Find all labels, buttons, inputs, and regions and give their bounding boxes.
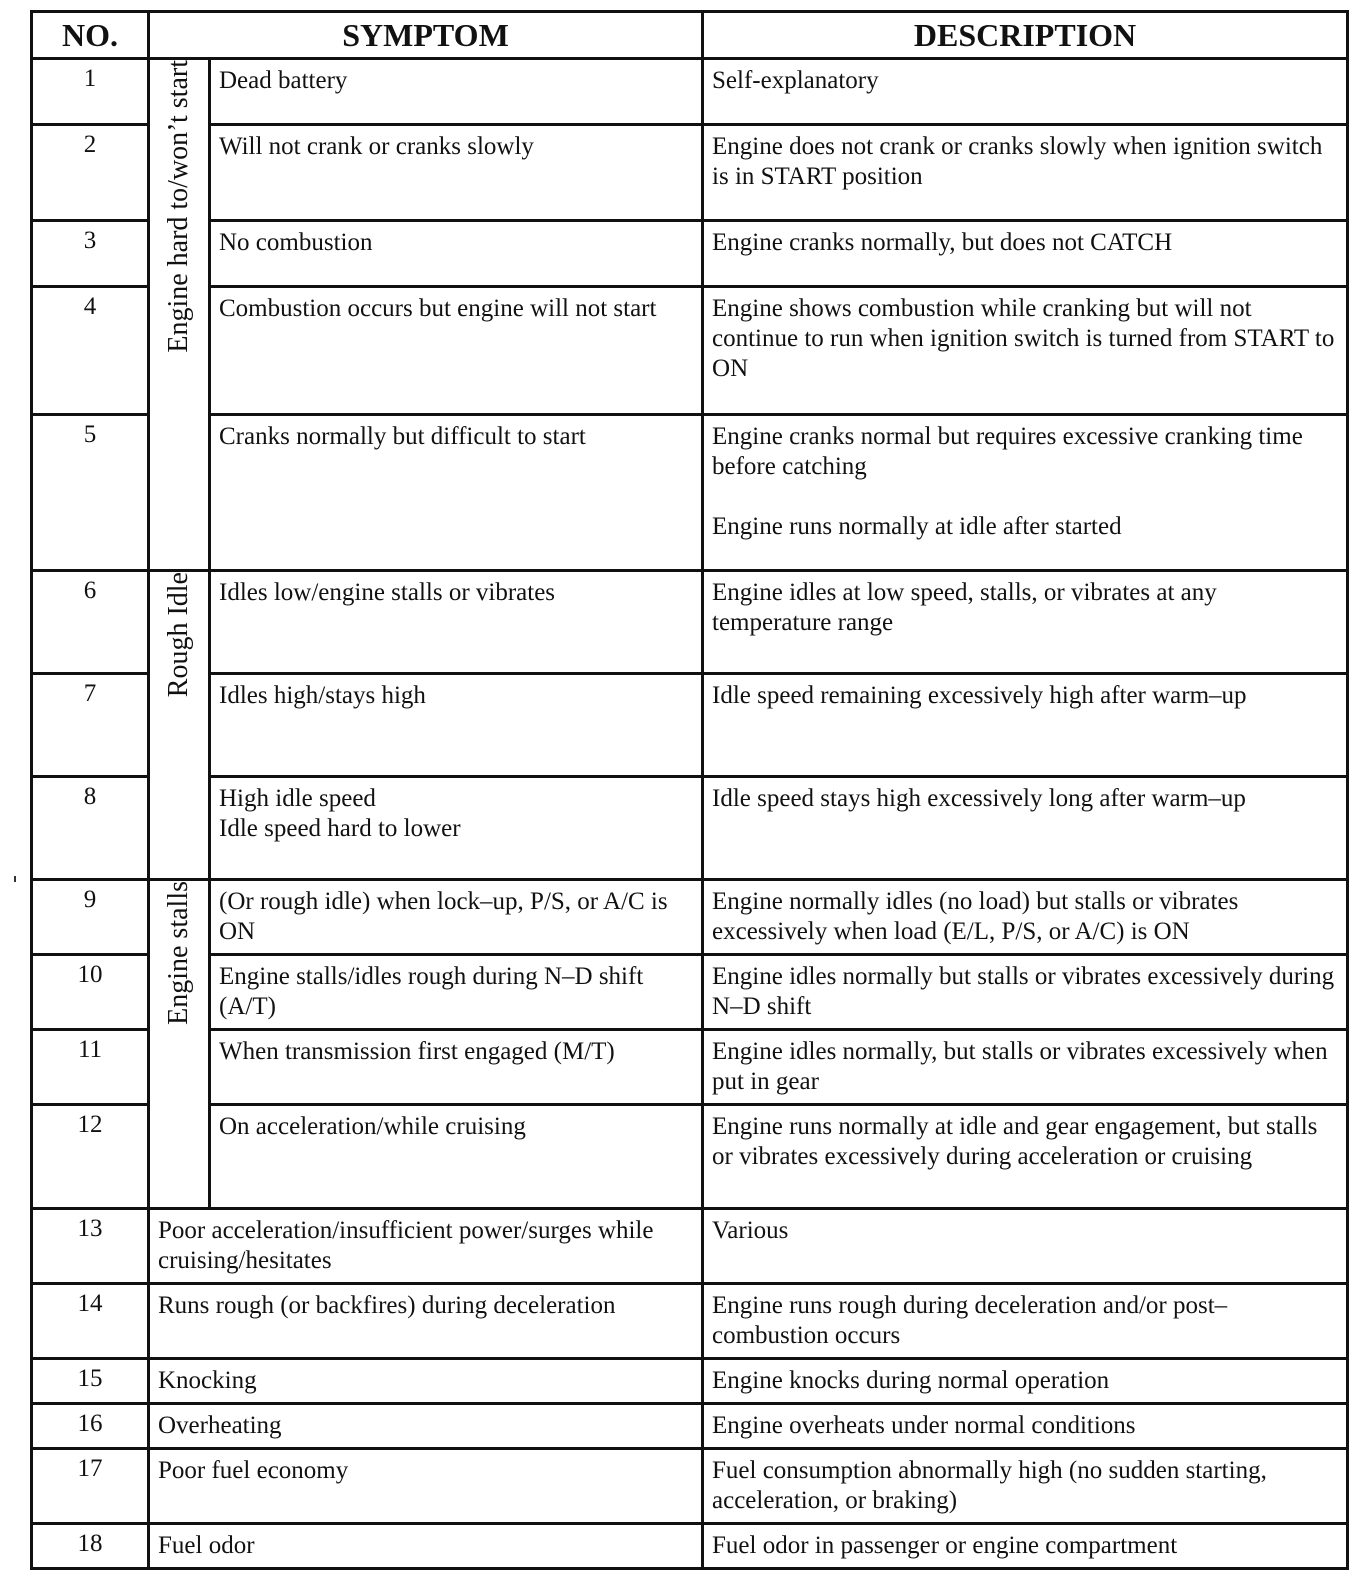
description-cell: Engine shows combustion while cranking but will not continue to run when ignition switch is turned from START to ON <box>703 287 1348 415</box>
header-symptom: SYMPTOM <box>149 12 703 59</box>
row-number: 6 <box>32 571 149 674</box>
table-row <box>32 571 1348 674</box>
symptom-cell: Overheating <box>149 1404 703 1449</box>
description-cell: Engine normally idles (no load) but stalls or vibrates excessively when load (E/L, P/S, or A/C) is ON <box>703 880 1348 955</box>
group-label: Engine hard to/won’t start <box>163 60 194 353</box>
group-engine-stalls <box>149 880 210 1209</box>
symptom-table <box>30 10 1349 1570</box>
group-label: Rough Idle <box>163 572 194 698</box>
symptom-cell: (Or rough idle) when lock–up, P/S, or A/C is ON <box>210 880 703 955</box>
row-number: 10 <box>32 955 149 1030</box>
table-row <box>32 59 1348 125</box>
description-cell: Idle speed remaining excessively high after warm–up <box>703 674 1348 777</box>
table-row <box>32 1449 1348 1524</box>
row-number: 7 <box>32 674 149 777</box>
description-cell: Engine idles normally but stalls or vibrates excessively during N–D shift <box>703 955 1348 1030</box>
symptom-cell: Runs rough (or backfires) during deceleration <box>149 1284 703 1359</box>
table-row <box>32 777 1348 880</box>
description-gap <box>712 482 1338 512</box>
row-number: 17 <box>32 1449 149 1524</box>
row-number: 3 <box>32 221 149 287</box>
description-cell: Fuel consumption abnormally high (no sudden starting, acceleration, or braking) <box>703 1449 1348 1524</box>
row-number: 2 <box>32 125 149 221</box>
description-cell: Various <box>703 1209 1348 1284</box>
group-rough-idle <box>149 571 210 880</box>
symptom-cell: Combustion occurs but engine will not start <box>210 287 703 415</box>
symptom-cell: Idles high/stays high <box>210 674 703 777</box>
header-no: NO. <box>32 12 149 59</box>
row-number: 1 <box>32 59 149 125</box>
description-cell: Fuel odor in passenger or engine compartment <box>703 1524 1348 1569</box>
symptom-cell: Cranks normally but difficult to start <box>210 415 703 571</box>
row-number: 5 <box>32 415 149 571</box>
row-number: 13 <box>32 1209 149 1284</box>
row-number: 14 <box>32 1284 149 1359</box>
group-label: Engine stalls <box>163 881 194 1025</box>
table-row <box>32 1209 1348 1284</box>
row-number: 15 <box>32 1359 149 1404</box>
description-cell: Engine runs rough during deceleration and/or post–combustion occurs <box>703 1284 1348 1359</box>
description-cell: Engine idles normally, but stalls or vibrates excessively when put in gear <box>703 1030 1348 1105</box>
symptom-line: Idle speed hard to lower <box>219 815 461 842</box>
table-row <box>32 1105 1348 1209</box>
description-cell: Engine idles at low speed, stalls, or vibrates at any temperature range <box>703 571 1348 674</box>
row-number: 12 <box>32 1105 149 1209</box>
description-cell <box>703 415 1348 571</box>
symptom-cell: Idles low/engine stalls or vibrates <box>210 571 703 674</box>
description-cell: Idle speed stays high excessively long after warm–up <box>703 777 1348 880</box>
symptom-cell: On acceleration/while cruising <box>210 1105 703 1209</box>
description-cell: Engine overheats under normal conditions <box>703 1404 1348 1449</box>
description-cell: Self-explanatory <box>703 59 1348 125</box>
table-row <box>32 955 1348 1030</box>
description-cell: Engine knocks during normal operation <box>703 1359 1348 1404</box>
table-row <box>32 1359 1348 1404</box>
description-line: Engine cranks normal but requires excessive cranking time before catching <box>712 423 1303 480</box>
description-cell: Engine runs normally at idle and gear engagement, but stalls or vibrates excessively during acceleration or cruising <box>703 1105 1348 1209</box>
table-row <box>32 880 1348 955</box>
symptom-line: High idle speed <box>219 785 376 812</box>
symptom-cell <box>210 777 703 880</box>
symptom-cell: Fuel odor <box>149 1524 703 1569</box>
table-row <box>32 674 1348 777</box>
row-number: 4 <box>32 287 149 415</box>
symptom-cell: Knocking <box>149 1359 703 1404</box>
symptom-cell: Poor fuel economy <box>149 1449 703 1524</box>
symptom-cell: Engine stalls/idles rough during N–D shift (A/T) <box>210 955 703 1030</box>
row-number: 8 <box>32 777 149 880</box>
group-engine-hard-to-start <box>149 59 210 571</box>
table-row <box>32 1284 1348 1359</box>
symptom-cell: Will not crank or cranks slowly <box>210 125 703 221</box>
symptom-cell: Dead battery <box>210 59 703 125</box>
row-number: 9 <box>32 880 149 955</box>
table-row <box>32 1030 1348 1105</box>
symptom-cell: When transmission first engaged (M/T) <box>210 1030 703 1105</box>
table-row <box>32 415 1348 571</box>
symptom-cell: Poor acceleration/insufficient power/surges while cruising/hesitates <box>149 1209 703 1284</box>
header-row <box>32 12 1348 59</box>
row-number: 11 <box>32 1030 149 1105</box>
description-cell: Engine cranks normally, but does not CATCH <box>703 221 1348 287</box>
description-line: Engine runs normally at idle after started <box>712 513 1122 540</box>
row-number: 18 <box>32 1524 149 1569</box>
table-row <box>32 287 1348 415</box>
table-row <box>32 1404 1348 1449</box>
table-row <box>32 125 1348 221</box>
row-number: 16 <box>32 1404 149 1449</box>
stray-mark <box>14 876 16 882</box>
header-description: DESCRIPTION <box>703 12 1348 59</box>
symptom-cell: No combustion <box>210 221 703 287</box>
description-cell: Engine does not crank or cranks slowly when ignition switch is in START position <box>703 125 1348 221</box>
table-row <box>32 1524 1348 1569</box>
table-row <box>32 221 1348 287</box>
